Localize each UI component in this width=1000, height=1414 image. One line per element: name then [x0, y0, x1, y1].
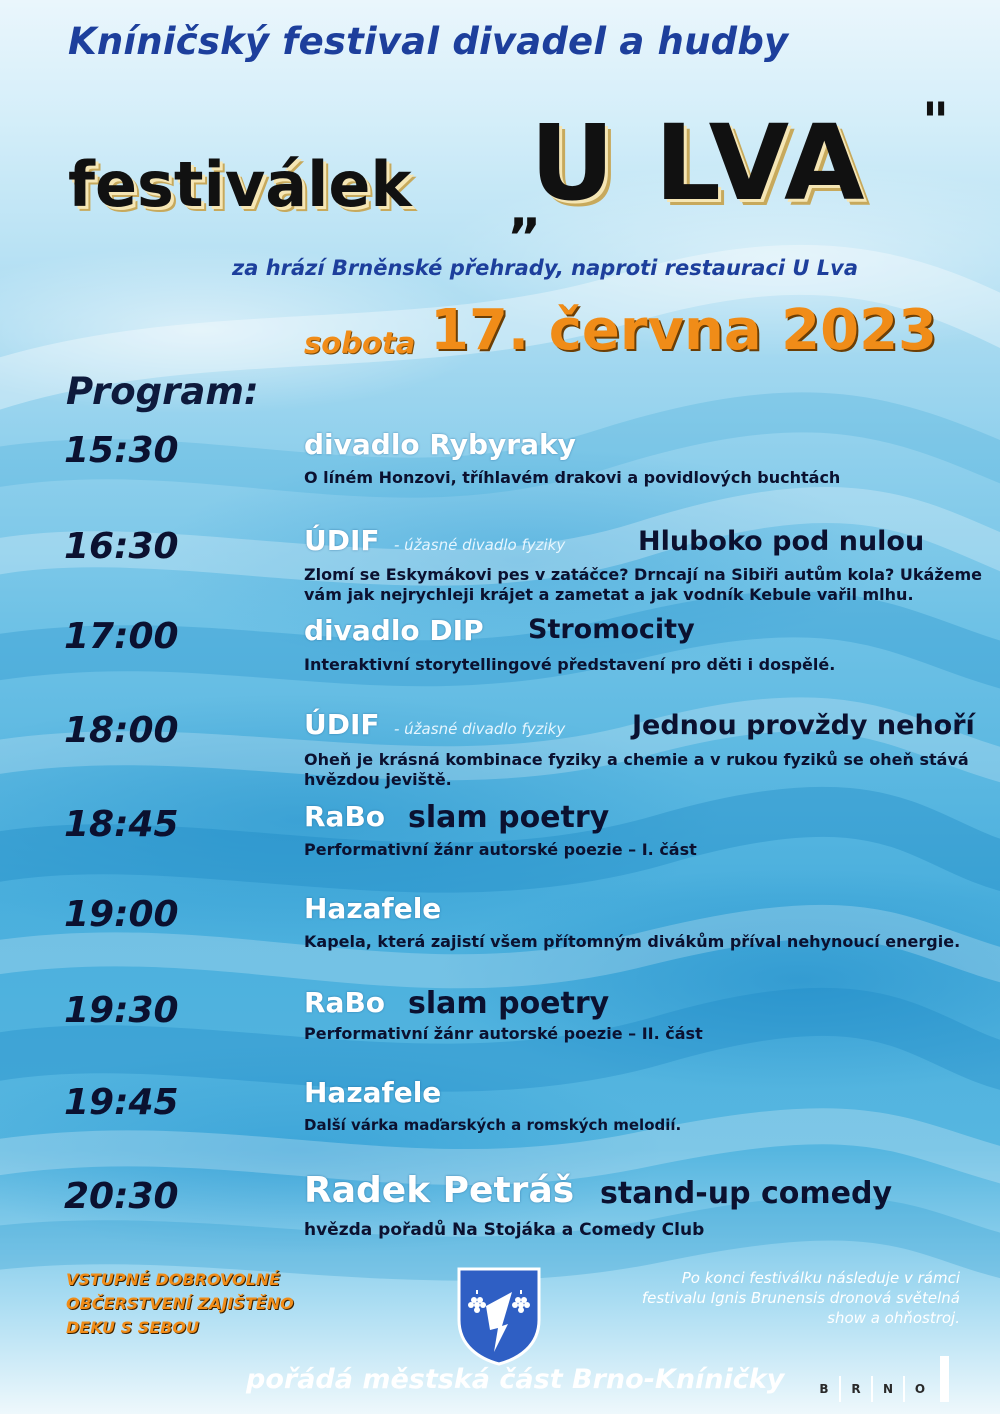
program-event-name: ÚDIF — [304, 524, 380, 557]
program-event-desc: Oheň je krásná kombinace fyziky a chemie a v rukou fyziků se oheň stává — [304, 750, 969, 769]
program-time: 20:30 — [64, 1176, 179, 1217]
program-event-desc: Interaktivní storytellingové představení pro děti i dospělé. — [304, 655, 836, 674]
program-time: 16:30 — [64, 526, 179, 567]
program-event-name: RaBo — [304, 800, 386, 833]
fireworks-note: Po konci festiválku následuje v rámci festivalu Ignis Brunensis dronová světelná show a ohňostroj. — [641, 1269, 960, 1327]
refreshments-line: OBČERSTVENÍ ZAJIŠTĚNO — [66, 1294, 294, 1313]
program-time: 17:00 — [64, 616, 179, 657]
program-event-title: Stromocity — [528, 614, 695, 645]
admission-line: VSTUPNÉ DOBROVOLNÉ — [66, 1270, 281, 1289]
brno-separator — [903, 1376, 905, 1402]
program-event-desc: Performativní žánr autorské poezie – II. část — [304, 1024, 703, 1043]
organizer-text: pořádá městská část Brno-Kníničky — [246, 1364, 785, 1395]
program-event-desc: O líném Honzovi, tříhlavém drakovi a povidlových buchtách — [304, 468, 841, 487]
location-text: za hrází Brněnské přehrady, naproti restauraci U Lva — [232, 256, 859, 280]
municipal-crest-icon — [456, 1266, 542, 1366]
title-word: festiválek — [68, 148, 412, 221]
program-event-desc: hvězda pořadů Na Stojáka a Comedy Club — [304, 1220, 705, 1240]
program-event-name: divadlo DIP — [304, 614, 484, 647]
brno-letter: O — [914, 1382, 926, 1396]
program-time: 15:30 — [64, 430, 179, 471]
program-time: 19:30 — [64, 990, 179, 1031]
title-quote-open: „ — [508, 180, 543, 240]
festival-name: U LVA — [530, 102, 867, 224]
program-event-name: Radek Petráš — [304, 1170, 575, 1211]
program-time: 18:45 — [64, 804, 179, 845]
brno-letter: N — [882, 1382, 894, 1396]
program-event-sub: - úžasné divadlo fyziky — [394, 720, 566, 738]
program-event-desc: Další várka maďarských a romských melodií. — [304, 1116, 682, 1134]
program-event-title: slam poetry — [408, 800, 610, 835]
program-time: 19:45 — [64, 1082, 179, 1123]
program-event-name: Hazafele — [304, 892, 442, 925]
program-event-name: Hazafele — [304, 1076, 442, 1109]
program-event-name: ÚDIF — [304, 708, 380, 741]
program-time: 18:00 — [64, 710, 179, 751]
program-event-name: divadlo Rybyraky — [304, 428, 576, 461]
program-event-name: RaBo — [304, 986, 386, 1019]
program-event-title: stand-up comedy — [600, 1176, 893, 1211]
day-text: sobota — [304, 326, 416, 360]
festival-series-title: Kníničský festival divadel a hudby — [68, 20, 789, 63]
program-event-sub: - úžasné divadlo fyziky — [394, 536, 566, 554]
brno-logo-icon — [812, 1376, 949, 1402]
program-time: 19:00 — [64, 894, 179, 935]
title-quote-close: " — [922, 92, 950, 152]
program-event-desc: vám jak nejrychleji krájet a zametat a jak vodník Kebule vařil mlhu. — [304, 585, 914, 604]
program-event-desc: Performativní žánr autorské poezie – I. část — [304, 840, 697, 859]
program-event-title: Jednou provždy nehoří — [632, 710, 975, 741]
date-text: 17. června 2023 — [430, 298, 938, 363]
brno-separator — [839, 1376, 841, 1402]
program-event-desc: Kapela, která zajistí všem přítomným divákům příval nehynoucí energie. — [304, 932, 961, 951]
program-label: Program: — [66, 370, 259, 413]
program-event-desc: Zlomí se Eskymákovi pes v zatáčce? Drncají na Sibiři autům kola? Ukážeme — [304, 565, 983, 584]
brno-bar — [940, 1356, 949, 1402]
brno-separator — [871, 1376, 873, 1402]
brno-letter: B — [819, 1382, 829, 1396]
program-event-title: Hluboko pod nulou — [638, 526, 925, 557]
program-event-title: slam poetry — [408, 986, 610, 1021]
program-event-desc: hvězdou jeviště. — [304, 770, 452, 789]
admission-notes — [66, 1268, 294, 1340]
blanket-line: DEKU S SEBOU — [66, 1318, 199, 1337]
brno-letter: R — [851, 1382, 861, 1396]
